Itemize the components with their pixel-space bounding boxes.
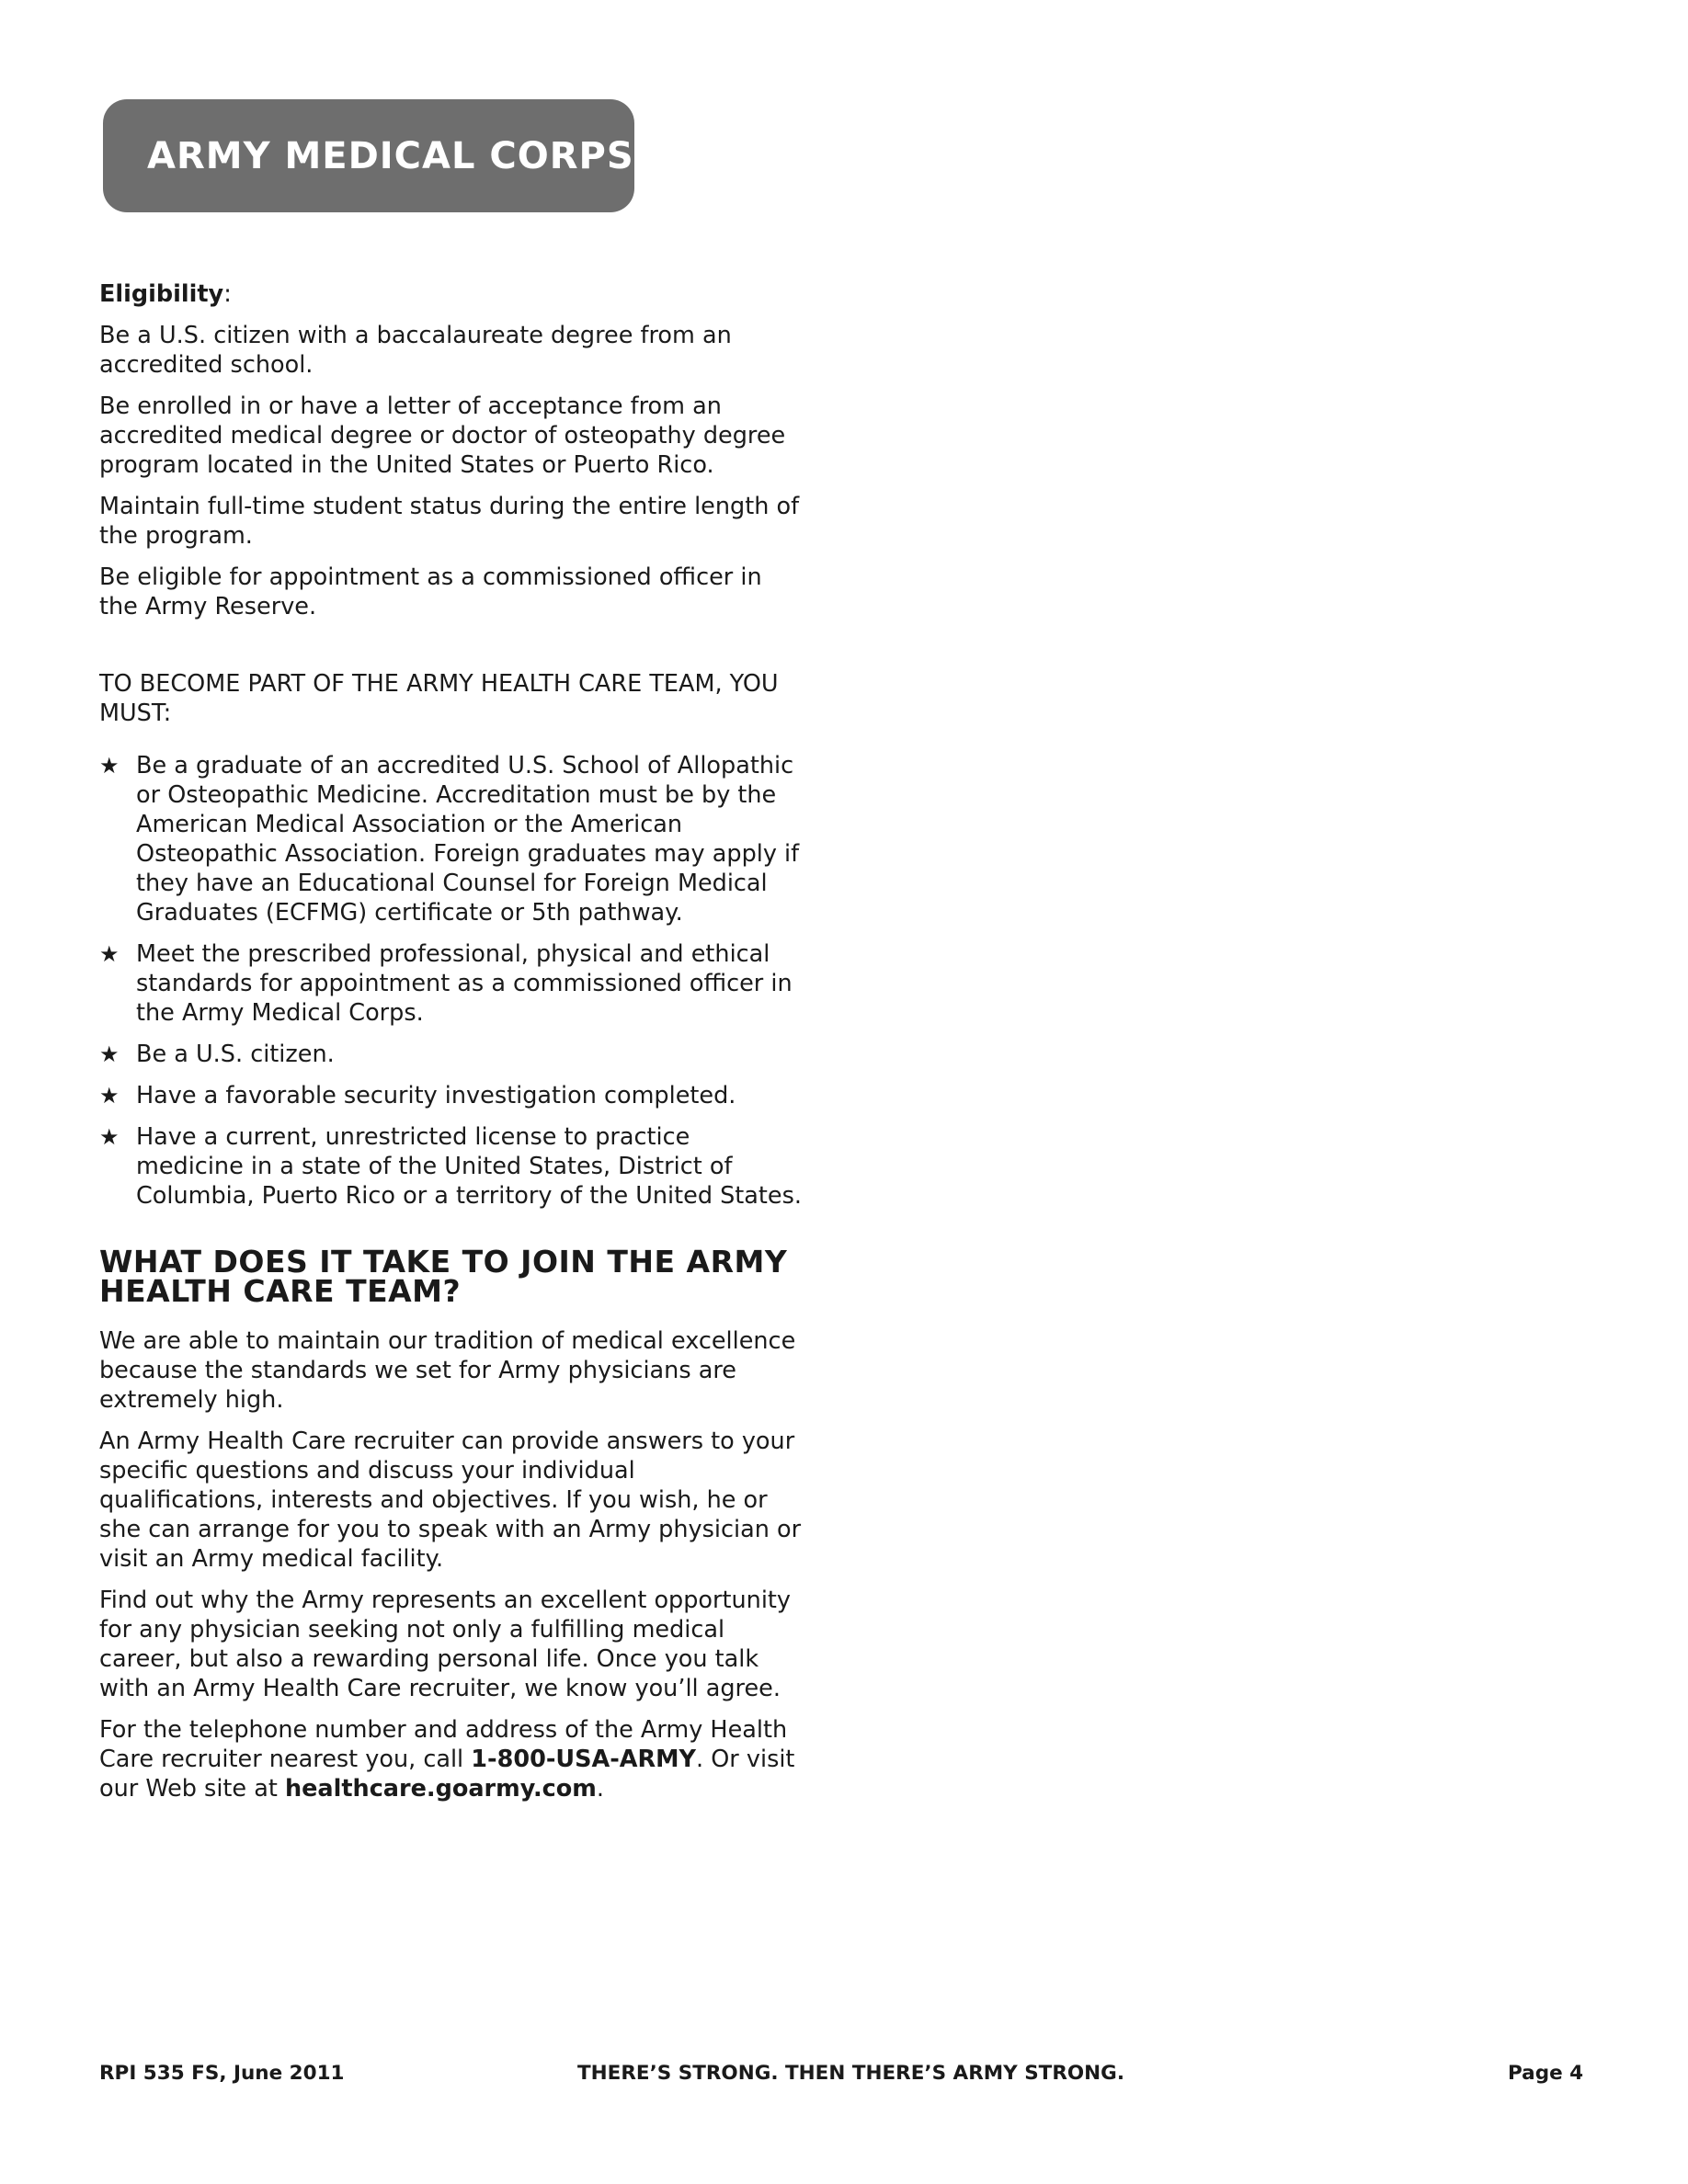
requirement-text: Have a favorable security investigation completed. [136,1082,736,1109]
join-paragraph: Find out why the Army represents an excellent opportunity for any physician seeking not only a fulfilling medical career, but also a rewarding personal life. Once you talk with an Army Health Care recruiter, we know you’ll agree. [99,1587,792,1702]
list-item [99,751,803,927]
requirement-text: Be a graduate of an accredited U.S. School of Allopathic or Osteopathic Medicine. Accreditation must be by the American Medical Association or the American Osteopathic Association. Foreign graduates may apply if they have an Educational Counsel for Foreign Medical Graduates (ECFMG) certificate or 5th pathway. [136,752,800,927]
requirement-text: Have a current, unrestricted license to practice medicine in a state of the United States, District of Columbia, Puerto Rico or a territory of the United States. [136,1123,803,1210]
website-link[interactable]: healthcare.goarmy.com [284,1775,597,1803]
star-bullet-icon: ★ [99,1041,120,1067]
eligibility-colon: : [223,280,232,308]
contact-lead: For the telephone number and address of the Army Health Care recruiter nearest you, call [99,1716,788,1773]
list-item [99,939,803,1028]
eligibility-item: Maintain full-time student status during the entire length of the program. [99,493,800,550]
section-title-banner [103,99,634,212]
requirements-list [99,751,803,1211]
requirements-heading: TO BECOME PART OF THE ARMY HEALTH CARE TEAM, YOU MUST: [99,670,779,727]
star-bullet-icon: ★ [99,941,120,967]
eligibility-heading [99,279,803,309]
requirement-text: Meet the prescribed professional, physical and ethical standards for appointment as a commissioned officer in the Army Medical Corps. [136,940,793,1027]
footer-page-number: Page 4 [1508,2062,1584,2085]
main-column [99,279,803,1815]
contact-end: . [596,1775,604,1803]
join-paragraph: We are able to maintain our tradition of medical excellence because the standards we set for Army physicians are extremely high. [99,1327,796,1414]
list-item [99,1081,803,1110]
contact-paragraph [99,1715,803,1803]
phone-number: 1-800-USA-ARMY [471,1746,697,1773]
footer-slogan: THERE’S STRONG. THEN THERE’S ARMY STRONG. [577,2062,1124,2085]
requirement-text: Be a U.S. citizen. [136,1041,335,1068]
star-bullet-icon: ★ [99,1124,120,1150]
list-item [99,1040,803,1069]
eligibility-label: Eligibility [99,280,224,308]
star-bullet-icon: ★ [99,753,120,779]
footer-publication-info: RPI 535 FS, June 2011 [99,2062,345,2085]
eligibility-item: Be a U.S. citizen with a baccalaureate degree from an accredited school. [99,322,732,379]
contact-middle: . Or visit our Web site at [99,1746,795,1803]
list-item [99,1122,803,1211]
join-heading: WHAT DOES IT TAKE TO JOIN THE ARMY HEALTH CARE TEAM? [99,1244,788,1309]
eligibility-item: Be enrolled in or have a letter of acceptance from an accredited medical degree or doctor of osteopathy degree program located in the United States or Puerto Rico. [99,392,786,479]
eligibility-item: Be eligible for appointment as a commissioned officer in the Army Reserve. [99,563,762,620]
page-title: ARMY MEDICAL CORPS [147,134,634,177]
join-paragraph: An Army Health Care recruiter can provide answers to your specific questions and discuss your individual qualifications, interests and objectives. If you wish, he or she can arrange for you to speak with an Army physician or visit an Army medical facility. [99,1428,802,1573]
star-bullet-icon: ★ [99,1083,120,1109]
